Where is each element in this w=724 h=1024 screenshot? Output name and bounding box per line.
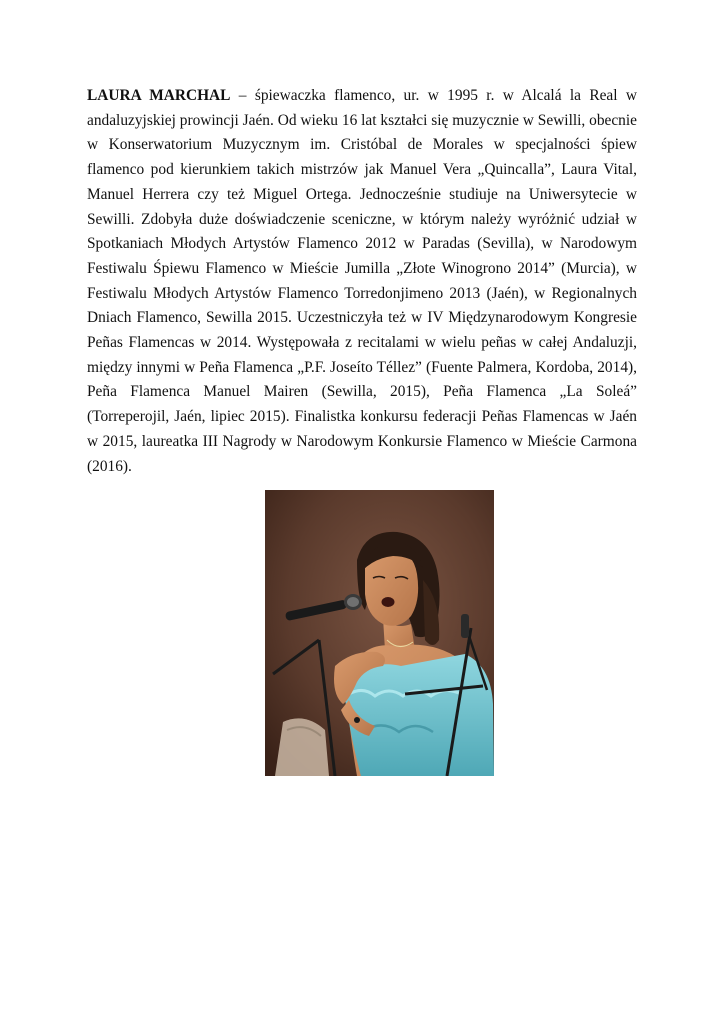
singer-photo-illustration — [265, 490, 494, 776]
biography-text: – śpiewaczka flamenco, ur. w 1995 r. w Alcalá la Real w andaluzyjskiej prowincji Jaén. Od wieku 16 lat kształci się muzycznie w Sewilli, obecnie w Konserwatorium Muzycznym im. Cristóbal de Morales w specjalności śpiew flamenco pod kierunkiem takich mistrzów jak Manuel Vera „Quincalla”, Laura Vital, Manuel Herrera czy też Miguel Ortega. Jednocześnie studiuje na Uniwersytecie w Sewilli. Zdobyła duże doświadczenie sceniczne, w którym należy wyróżnić udział w Spotkaniach Młodych Artystów Flamenco 2012 w Paradas (Sevilla), w Narodowym Festiwalu Śpiewu Flamenco w Mieście Jumilla „Złote Winogrono 2014” (Murcia), w Festiwalu Młodych Artystów Flamenco Torredonjimeno 2013 (Jaén), w Regionalnych Dniach Flamenco, Sewilla 2015. Uczestniczyła też w IV Międzynarodowym Kongresie Peñas Flamencas w 2014. Występowała z recitalami w wielu peñas w całej Andaluzji, między innymi w Peña Flamenca „P.F. Joseíto Téllez” (Fuente Palmera, Kordoba, 2014), Peña Flamenca Manuel Mairen (Sewilla, 2015), Peña Flamenca „La Soleá” (Torreperojil, Jaén, lipiec 2015). Finalistka konkursu federacji Peñas Flamencas w Jaén w 2015, laureatka III Nagrody w Narodowym Konkursie Flamenco w Mieście Carmona (2016). — [87, 87, 637, 475]
artist-name: LAURA MARCHAL — [87, 87, 231, 104]
singer-photo — [265, 490, 494, 776]
biography-paragraph — [87, 84, 637, 479]
